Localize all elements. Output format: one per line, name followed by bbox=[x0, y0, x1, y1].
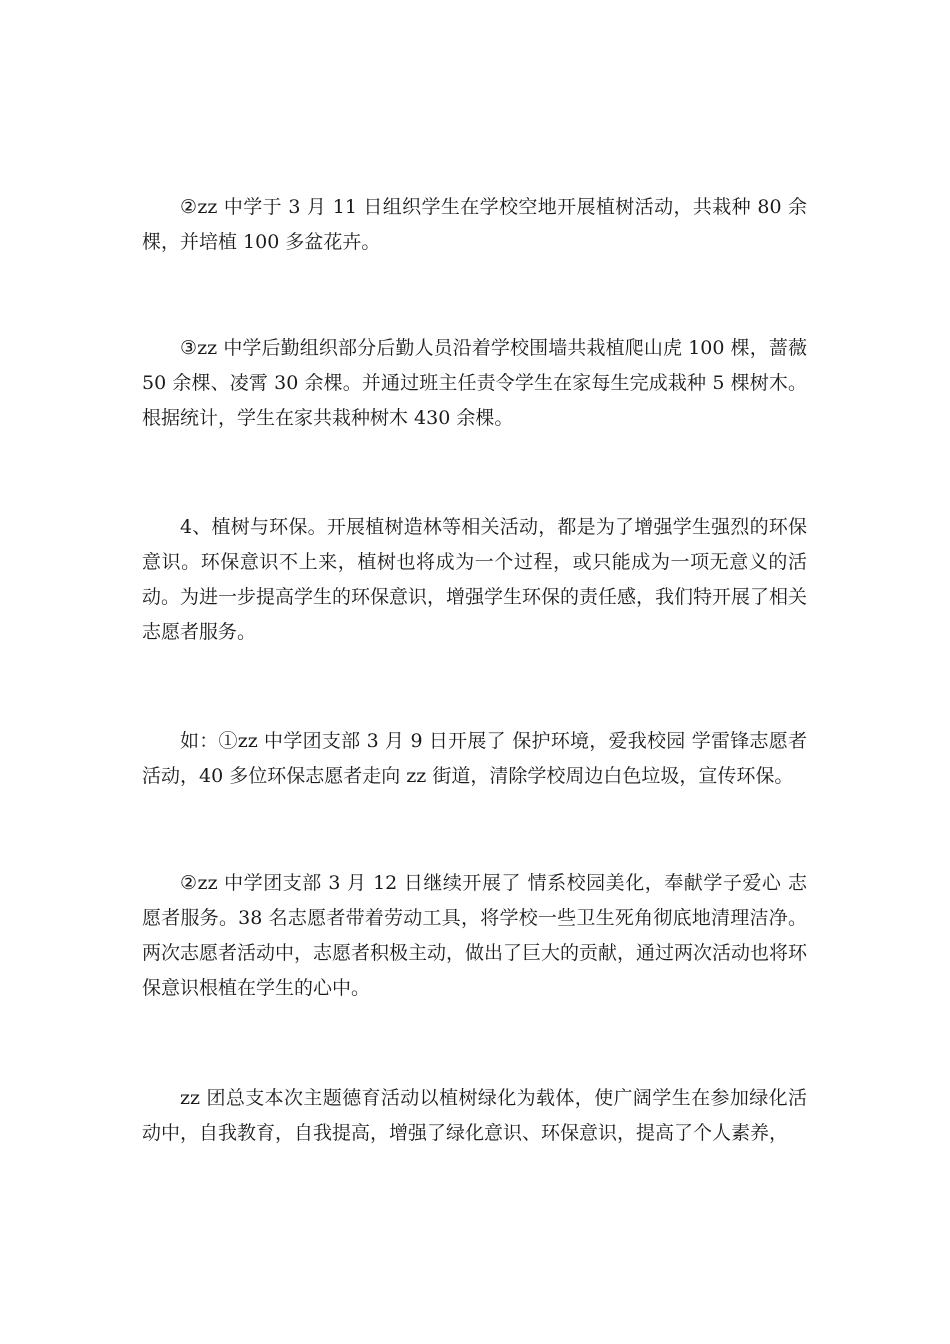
paragraph-tree-planting-campus: ②zz 中学于 3 月 11 日组织学生在学校空地开展植树活动，共栽种 80 余棵，并培植 100 多盆花卉。 bbox=[142, 196, 807, 253]
paragraph-summary: zz 团总支本次主题德育活动以植树绿化为载体，使广阔学生在参加绿化活动中，自我教育，自我提高，增强了绿化意识、环保意识，提高了个人素养， bbox=[142, 1087, 807, 1144]
paragraph-volunteer-activity-2: ②zz 中学团支部 3 月 12 日继续开展了 情系校园美化，奉献学子爱心 志愿者服务。38 名志愿者带着劳动工具，将学校一些卫生死角彻底地清理洁净。两次志愿者活动中，志愿者积极主动，做出了巨大的贡献，通过两次活动也将环保意识根植在学生的心中。 bbox=[142, 872, 808, 999]
paragraph-logistics-planting: ③zz 中学后勤组织部分后勤人员沿着学校围墙共栽植爬山虎 100 棵，蔷薇 50 余棵、凌霄 30 余棵。并通过班主任责令学生在家每生完成栽种 5 棵树木。根据统计，学生在家共栽种树木 430 余棵。 bbox=[142, 337, 807, 429]
paragraph-environmental-protection: 4、植树与环保。开展植树造林等相关活动，都是为了增强学生强烈的环保意识。环保意识不上来，植树也将成为一个过程，或只能成为一项无意义的活动。为进一步提高学生的环保意识，增强学生环保的责任感，我们特开展了相关志愿者服务。 bbox=[142, 516, 808, 643]
paragraph-volunteer-activity-1: 如：①zz 中学团支部 3 月 9 日开展了 保护环境，爱我校园 学雷锋志愿者活动，40 多位环保志愿者走向 zz 街道，清除学校周边白色垃圾，宣传环保。 bbox=[142, 730, 807, 787]
